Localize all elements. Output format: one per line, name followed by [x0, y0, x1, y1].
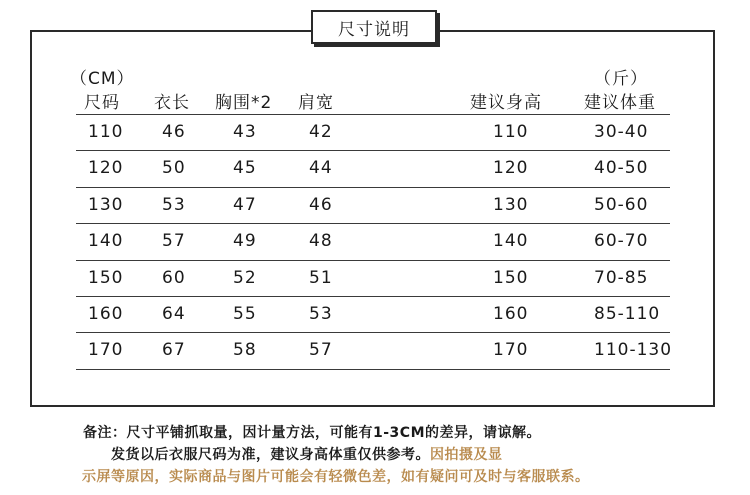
cell-shoulder: 57	[309, 340, 333, 361]
table-row	[0, 150, 750, 186]
unit-cm-label: （CM）	[70, 69, 135, 89]
note-line-2	[111, 444, 503, 464]
cell-shoulder: 51	[309, 267, 333, 288]
cell-weight: 30-40	[594, 122, 649, 142]
table-row	[0, 260, 750, 296]
cell-chest: 58	[233, 340, 257, 361]
cell-weight: 85-110	[594, 304, 661, 324]
cell-size: 140	[88, 231, 124, 252]
cell-shoulder: 44	[309, 158, 333, 179]
cell-length: 64	[162, 304, 186, 324]
note-line-2-text: 发货以后衣服尺码为准，建议身高体重仅供参考。	[111, 447, 430, 463]
note-line-1: 备注：尺寸平铺抓取量，因计量方法，可能有1-3CM的差异，请谅解。	[83, 425, 541, 441]
note-line-3: 示屏等原因，实际商品与图片可能会有轻微色差，如有疑问可及时与客服联系。	[82, 469, 590, 485]
cell-size: 160	[88, 304, 124, 324]
cell-height: 170	[493, 340, 529, 361]
header-height: 建议身高	[470, 93, 542, 113]
table-row	[0, 332, 750, 368]
cell-shoulder: 48	[309, 231, 333, 252]
cell-size: 110	[88, 122, 124, 142]
cell-shoulder: 53	[309, 304, 333, 324]
cell-length: 53	[162, 194, 186, 215]
cell-height: 140	[493, 231, 529, 252]
cell-chest: 49	[233, 231, 257, 252]
header-shoulder: 肩宽	[298, 93, 334, 113]
table-row	[0, 187, 750, 223]
cell-weight: 50-60	[594, 194, 649, 215]
cell-height: 130	[493, 194, 529, 215]
cell-height: 110	[493, 122, 529, 142]
header-weight: 建议体重	[584, 93, 656, 113]
header-chest: 胸围*2	[215, 93, 273, 113]
cell-height: 120	[493, 158, 529, 179]
cell-height: 150	[493, 267, 529, 288]
cell-size: 120	[88, 158, 124, 179]
size-chart-title: 尺寸说明	[311, 10, 437, 44]
cell-length: 60	[162, 267, 186, 288]
cell-weight: 40-50	[594, 158, 649, 179]
cell-chest: 43	[233, 122, 257, 142]
table-row	[0, 223, 750, 259]
cell-length: 46	[162, 122, 186, 142]
cell-length: 50	[162, 158, 186, 179]
cell-chest: 45	[233, 158, 257, 179]
cell-weight: 60-70	[594, 231, 649, 252]
note-line-2-accent: 因拍摄及显	[430, 447, 503, 463]
cell-size: 150	[88, 267, 124, 288]
table-row	[0, 114, 750, 150]
cell-size: 170	[88, 340, 124, 361]
cell-length: 67	[162, 340, 186, 361]
cell-chest: 52	[233, 267, 257, 288]
cell-size: 130	[88, 194, 124, 215]
header-size: 尺码	[84, 93, 120, 113]
cell-height: 160	[493, 304, 529, 324]
cell-chest: 55	[233, 304, 257, 324]
cell-chest: 47	[233, 194, 257, 215]
cell-length: 57	[162, 231, 186, 252]
table-row	[0, 296, 750, 332]
table-divider	[76, 369, 670, 370]
cell-shoulder: 42	[309, 122, 333, 142]
header-length: 衣长	[154, 93, 190, 113]
cell-weight: 110-130	[594, 340, 673, 361]
cell-shoulder: 46	[309, 194, 333, 215]
unit-jin-label: （斤）	[594, 69, 648, 89]
cell-weight: 70-85	[594, 267, 649, 288]
